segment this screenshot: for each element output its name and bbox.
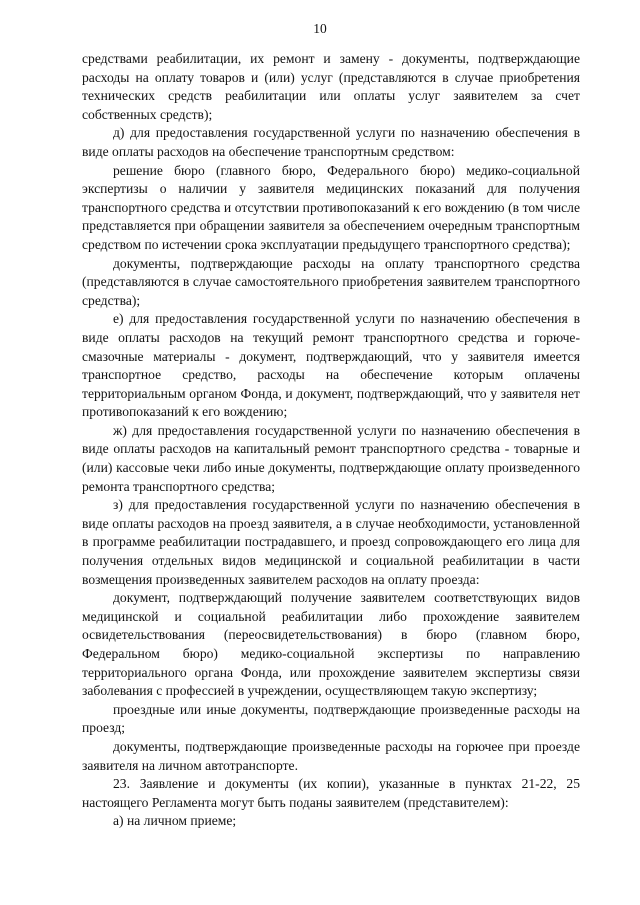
page-number: 10	[313, 21, 327, 36]
paragraph-travel-docs: проездные или иные документы, подтверждающие произведенные расходы на проезд;	[82, 701, 580, 736]
paragraph-vehicle-payment-docs: документы, подтверждающие расходы на оплату транспортного средства (представляются в случае самостоятельного приобретения заявителем транспортного средства);	[82, 255, 580, 308]
paragraph-item-zh: ж) для предоставления государственной услуги по назначению обеспечения в виде оплаты расходов на капитальный ремонт транспортного средства - товарные и (или) кассовые чеки либо иные документы, подтверждающие оплату произведенного ремонта транспортного средства;	[82, 422, 580, 494]
paragraph-item-d: д) для предоставления государственной услуги по назначению обеспечения в виде оплаты расходов на обеспечение транспортным средством:	[82, 125, 580, 159]
paragraph-fuel-docs: документы, подтверждающие произведенные расходы на горючее при проезде заявителя на личном автотранспорте.	[82, 738, 580, 773]
paragraph-item-z: з) для предоставления государственной услуги по назначению обеспечения в виде оплаты расходов на проезд заявителя, а в случае необходимости, установленной в программе реабилитации пострадавшего, и проезд сопровождающего его лица для получения отдельных видов медицинской и социальной реабилитации в части возмещения произведенных заявителем расходов на оплату проезда:	[82, 497, 580, 587]
paragraph-item-a: а) на личном приеме;	[113, 813, 237, 829]
paragraph-clause-23: 23. Заявление и документы (их копии), указанные в пунктах 21-22, 25 настоящего Регламента могут быть поданы заявителем (представителем):	[82, 776, 580, 810]
document-body	[82, 50, 580, 831]
paragraph-item-e: е) для предоставления государственной услуги по назначению обеспечения в виде оплаты расходов на текущий ремонт транспортного средства и горюче-смазочные материалы - документ, подтверждающий, что у заявителя имеется транспортное средство, расходы на обеспечение которым оплачены территориальным органом Фонда, и документ, подтверждающий, что у заявителя нет противопоказаний к его вождению;	[82, 311, 580, 420]
paragraph-bureau-decision: решение бюро (главного бюро, Федерального бюро) медико-социальной экспертизы о наличии у заявителя медицинских показаний для получения транспортного средства и отсутствии противопоказаний к его вождению (в том числе представляется при обращении заявителя за обеспечением очередным транспортным средством по истечении срока эксплуатации предыдущего транспортного средства);	[82, 162, 580, 252]
paragraph-continuation: средствами реабилитации, их ремонт и замену - документы, подтверждающие расходы на оплату товаров и (или) услуг (представляются в случае приобретения технических средств реабилитации или оплаты услуг заявителем за счет собственных средств);	[82, 51, 580, 122]
paragraph-rehab-confirmation: документ, подтверждающий получение заявителем соответствующих видов медицинской и социальной реабилитации либо прохождение заявителем освидетельствования (переосвидетельствования) в бюро (главном бюро, Федеральном бюро) медико-социальной экспертизы по направлению территориального органа Фонда, или прохождение заявителем экспертизы связи заболевания с профессией в учреждении, осуществляющем такую экспертизу;	[82, 590, 580, 699]
